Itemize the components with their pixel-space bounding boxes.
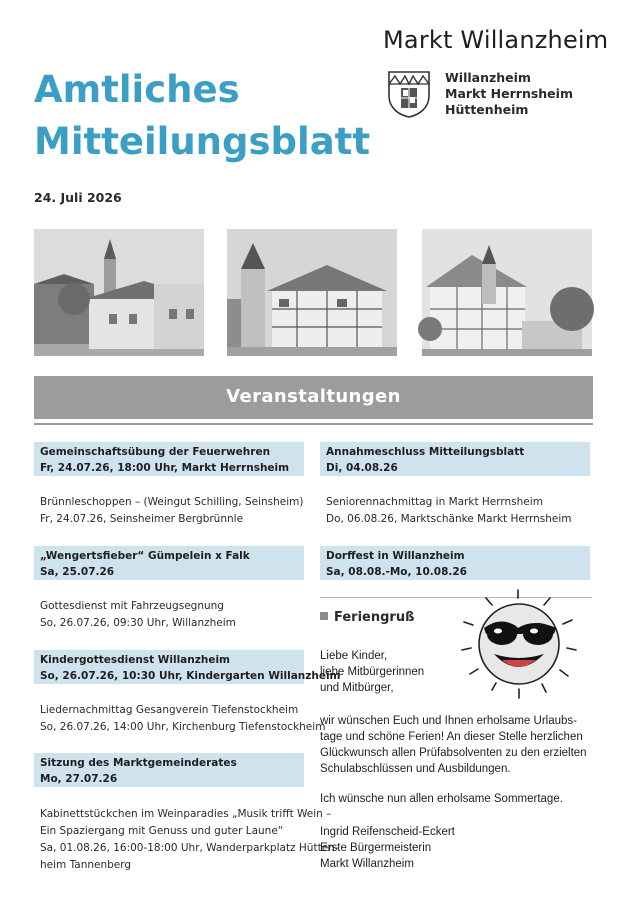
event-detail: So, 26.07.26, 10:30 Uhr, Kindergarten Willanzheim: [40, 670, 341, 682]
event-detail: So, 26.07.26, 09:30 Uhr, Willanzheim: [40, 617, 236, 629]
village-photo-2: [227, 229, 397, 356]
event-highlight: [34, 546, 304, 580]
greeting-line: und Mitbürger,: [320, 682, 394, 694]
banner-divider: [34, 423, 593, 425]
event-item: [40, 494, 304, 528]
greeting-line: liebe Mitbürgerinnen: [320, 666, 425, 678]
event-highlight: [320, 546, 590, 580]
event-detail: Fr, 24.07.26, 18:00 Uhr, Markt Herrnsheim: [40, 462, 290, 474]
event-item: [40, 702, 325, 736]
event-highlight: [34, 753, 304, 787]
signature-role: Erste Bürgermeisterin: [320, 842, 432, 854]
body-line: Glückwunsch allen Prüfabsolventen zu den erzielten: [320, 747, 587, 759]
village-photo-1: [34, 229, 204, 356]
section-banner: [34, 376, 593, 419]
event-item: [326, 494, 571, 528]
feriengruss-title: Feriengruß: [334, 610, 415, 625]
event-highlight: [34, 442, 304, 476]
village-photo-3: [422, 229, 592, 356]
town-list: [445, 70, 573, 118]
body-line: wir wünschen Euch und Ihnen erholsame Urlaubs-: [320, 715, 577, 727]
event-line: Kabinettstückchen im Weinparadies „Musik trifft Wein –: [40, 808, 332, 820]
issue-date: 24. Juli 2026: [34, 190, 122, 205]
title-line-2: Mitteilungsblatt: [34, 120, 371, 163]
event-highlight: [34, 650, 341, 684]
feriengruss-body: [320, 713, 587, 777]
town-markt-herrnsheim: Markt Herrnsheim: [445, 86, 573, 101]
event-detail: Mo, 27.07.26: [40, 773, 118, 785]
town-huettenheim: Hüttenheim: [445, 102, 529, 117]
feriengruss-heading: [320, 610, 414, 625]
signature-municipality: Markt Willanzheim: [320, 858, 414, 870]
event-title: Seniorennachmittag in Markt Herrnsheim: [326, 496, 543, 508]
town-willanzheim: Willanzheim: [445, 70, 531, 85]
coat-of-arms-icon: [387, 70, 431, 118]
event-title: Kindergottesdienst Willanzheim: [40, 654, 230, 666]
event-detail: Fr, 24.07.26, Seinsheimer Bergbrünnle: [40, 513, 244, 525]
sun-with-sunglasses-icon: [456, 588, 586, 700]
feriengruss-greeting: [320, 648, 424, 696]
event-item: [40, 598, 236, 632]
event-highlight: [320, 442, 590, 476]
event-title: Gemeinschaftsübung der Feuerwehren: [40, 446, 271, 458]
event-title: Gottesdienst mit Fahrzeugsegnung: [40, 600, 224, 612]
section-title: Veranstaltungen: [226, 386, 401, 407]
event-line: Ein Spaziergang mit Genuss und guter Laune“: [40, 825, 284, 837]
signature-name: Ingrid Reifenscheid-Eckert: [320, 826, 455, 838]
event-detail: Di, 04.08.26: [326, 462, 398, 474]
event-title: Dorffest in Willanzheim: [326, 550, 465, 562]
title-line-1: Amtliches: [34, 68, 240, 111]
event-detail: So, 26.07.26, 14:00 Uhr, Kirchenburg Tiefenstockheim: [40, 721, 326, 733]
greeting-line: Liebe Kinder,: [320, 650, 388, 662]
event-detail: Do, 06.08.26, Marktschänke Markt Herrnsheim: [326, 513, 572, 525]
event-title: Annahmeschluss Mitteilungsblatt: [326, 446, 525, 458]
body-line: tage und schöne Ferien! An dieser Stelle herzlichen: [320, 731, 583, 743]
event-item: [40, 806, 339, 874]
feriengruss-closing: Ich wünsche nun allen erholsame Sommertage.: [320, 793, 563, 805]
event-title: „Wengertsfieber“ Gümpelein x Falk: [40, 550, 250, 562]
event-detail: Sa, 25.07.26: [40, 566, 115, 578]
event-line: Sa, 01.08.26, 16:00-18:00 Uhr, Wanderparkplatz Hütten-: [40, 842, 339, 854]
square-bullet-icon: [320, 612, 328, 620]
event-title: Sitzung des Marktgemeinderates: [40, 757, 237, 769]
page-title: [34, 64, 370, 168]
feriengruss-signature: [320, 824, 455, 872]
town-name: Markt Willanzheim: [383, 26, 609, 54]
event-detail: Sa, 08.08.-Mo, 10.08.26: [326, 566, 467, 578]
event-line: heim Tannenberg: [40, 859, 132, 871]
event-title: Liedernachmittag Gesangverein Tiefenstockheim: [40, 704, 299, 716]
event-title: Brünnleschoppen – (Weingut Schilling, Seinsheim): [40, 496, 304, 508]
body-line: Schulabschlüssen und Ausbildungen.: [320, 763, 511, 775]
